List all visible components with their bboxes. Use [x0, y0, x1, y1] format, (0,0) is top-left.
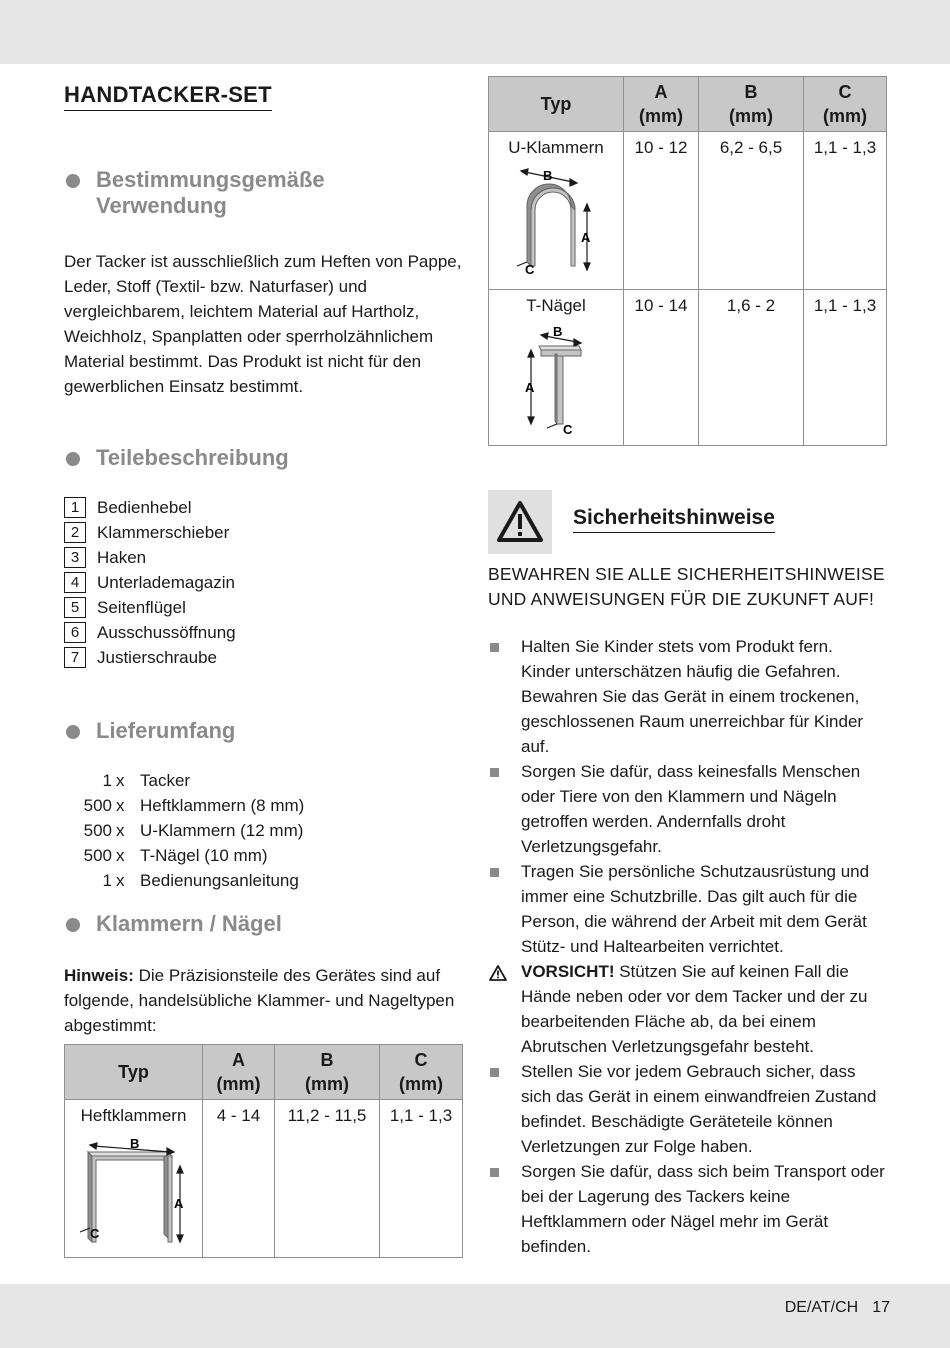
scope-list [64, 768, 462, 893]
heading-text: Lieferumfang [96, 718, 236, 743]
list-item [64, 545, 462, 570]
table-row [489, 132, 887, 290]
table-header-row [489, 77, 887, 132]
scope-item: U-Klammern (12 mm) [140, 821, 304, 840]
header-b: B (mm) [699, 77, 804, 132]
multiplier: x [116, 796, 125, 815]
safety-text: Halten Sie Kinder stets vom Produkt fern. Kinder unterschätzen häufig die Gefahren. Bewahren Sie das Gerät in einem trockenen, geschlossenen Raum unerreichbar für Kinder auf. [521, 637, 864, 756]
diagram-label-c: C [525, 262, 535, 277]
warning-triangle-icon [488, 490, 552, 554]
multiplier: x [116, 821, 125, 840]
header-a: A (mm) [203, 1045, 275, 1100]
diagram-label-c: C [89, 1226, 99, 1241]
section-heading-parts [64, 445, 462, 471]
part-number: 4 [64, 572, 86, 593]
footer [785, 1299, 890, 1317]
list-item [488, 1059, 886, 1159]
caps-line: BEWAHREN SIE ALLE SICHERHEITSHINWEISE [488, 564, 885, 584]
use-paragraph: Der Tacker ist ausschließlich zum Heften von Pappe, Leder, Stoff (Textil- bzw. Naturfaser) und vergleichbarem, leichtem Material auf Hartholz, Weichholz, Spanplatten oder sperrholzähnlichem Material bestimmt. Das Produkt ist nicht für den gewerblichen Einsatz bestimmt. [64, 252, 462, 396]
footer-region: DE/AT/CH [784, 1299, 859, 1316]
quantity: 500 [83, 846, 112, 865]
safety-caps-notice [488, 562, 886, 612]
diagram-label-b: B [543, 168, 553, 183]
part-number: 3 [64, 547, 86, 568]
header-typ: Typ [489, 77, 624, 132]
header-typ: Typ [65, 1045, 203, 1100]
table-header-row [65, 1045, 463, 1100]
cell-c: 1,1 - 1,3 [804, 290, 887, 446]
safety-list [488, 634, 886, 1259]
part-label: Haken [97, 547, 147, 567]
cell-b: 1,6 - 2 [699, 290, 804, 446]
scope-item: T-Nägel (10 mm) [140, 846, 268, 865]
part-label: Klammerschieber [97, 522, 230, 542]
cell-c: 1,1 - 1,3 [804, 132, 887, 290]
cell-b: 6,2 - 6,5 [699, 132, 804, 290]
heading-text: Klammern / Nägel [96, 911, 282, 936]
section-heading-scope [64, 718, 462, 744]
multiplier: x [116, 871, 125, 890]
part-number: 2 [64, 522, 86, 543]
list-item [64, 868, 462, 893]
bullet-dot-icon [66, 452, 80, 466]
diagram-label-a: A [525, 380, 535, 395]
safety-text: Stellen Sie vor jedem Gebrauch sicher, dass sich das Gerät in einem einwandfreien Zustand befindet. Beschädigte Geräteteile können Verletzungen zur Folge haben. [521, 1062, 877, 1156]
heading-line: Bestimmungsgemäße [96, 167, 325, 192]
type-name: T-Nägel [526, 296, 586, 315]
list-item [64, 768, 462, 793]
right-column [488, 76, 886, 1259]
cell-c: 1,1 - 1,3 [380, 1100, 463, 1258]
quantity: 1 [102, 871, 112, 890]
part-label: Seitenflügel [97, 597, 186, 617]
section-heading-use [64, 167, 462, 219]
page-number: 17 [872, 1299, 890, 1316]
safety-heading-block [488, 490, 886, 554]
part-number: 6 [64, 622, 86, 643]
heading-line: Verwendung [96, 193, 227, 218]
safety-text: Sorgen Sie dafür, dass sich beim Transport oder bei der Lagerung des Tackers keine Heftklammern oder Nägel mehr im Gerät befinden. [521, 1162, 885, 1256]
cell-a: 10 - 12 [624, 132, 699, 290]
header-b: B (mm) [275, 1045, 380, 1100]
list-item [488, 759, 886, 859]
square-bullet-icon [490, 1168, 499, 1177]
list-item [488, 859, 886, 959]
list-item [64, 495, 462, 520]
list-item [64, 843, 462, 868]
cell-a: 10 - 14 [624, 290, 699, 446]
header-a: A (mm) [624, 77, 699, 132]
list-item [64, 793, 462, 818]
part-number: 5 [64, 597, 86, 618]
type-name: U-Klammern [508, 138, 604, 157]
heading-text: Teilebeschreibung [96, 445, 289, 470]
square-bullet-icon [490, 768, 499, 777]
list-item [64, 645, 462, 670]
diagram-label-b: B [129, 1136, 139, 1151]
list-item [64, 570, 462, 595]
diagram-label-c: C [563, 422, 573, 436]
u-klammer-diagram [511, 166, 601, 278]
part-number: 7 [64, 647, 86, 668]
parts-list [64, 495, 462, 670]
diagram-label-a: A [581, 230, 591, 245]
list-item [488, 959, 886, 1059]
left-column [64, 82, 462, 1258]
bullet-dot-icon [66, 174, 80, 188]
safety-text: Tragen Sie persönliche Schutzausrüstung und immer eine Schutzbrille. Das gilt auch für die Person, die während der Arbeit mit dem Gerät Stütz- und Haltearbeiten verrichtet. [521, 862, 870, 956]
note-label: Hinweis: [64, 966, 134, 985]
scope-item: Bedienungsanleitung [140, 871, 299, 890]
cell-typ [65, 1100, 203, 1258]
cell-typ [489, 290, 624, 446]
page-title: HANDTACKER-SET [64, 82, 272, 111]
table-row [489, 290, 887, 446]
type-name: Heftklammern [80, 1106, 187, 1125]
heftklammer-diagram [74, 1134, 194, 1246]
header-c: C (mm) [804, 77, 887, 132]
list-item [64, 620, 462, 645]
staple-table-heftklammern [64, 1044, 463, 1258]
note-text: Die Präzisionsteile des Gerätes sind auf folgende, handelsübliche Klammer- und Nageltypen abgestimmt: [64, 966, 455, 1035]
staple-table-u-t [488, 76, 887, 446]
part-label: Unterlademagazin [97, 572, 235, 592]
part-label: Justierschraube [97, 647, 218, 667]
list-item [488, 1159, 886, 1259]
quantity: 1 [102, 771, 112, 790]
header-band [0, 0, 950, 64]
scope-item: Heftklammern (8 mm) [140, 796, 305, 815]
square-bullet-icon [490, 1068, 499, 1077]
safety-text: Stützen Sie auf keinen Fall die Hände neben oder vor dem Tacker und der zu bearbeitenden Fläche ab, da bei einem Abrutschen Verletzungsgefahr besteht. [521, 962, 868, 1056]
list-item [64, 520, 462, 545]
quantity: 500 [83, 821, 112, 840]
part-label: Ausschussöffnung [97, 622, 236, 642]
warning-label: VORSICHT! [521, 962, 615, 981]
header-c: C (mm) [380, 1045, 463, 1100]
bullet-dot-icon [66, 725, 80, 739]
caps-line: UND ANWEISUNGEN FÜR DIE ZUKUNFT AUF! [488, 589, 875, 609]
safety-text: Sorgen Sie dafür, dass keinesfalls Menschen oder Tiere von den Klammern und Nägeln getroffen werden. Andernfalls droht Verletzungsgefahr. [521, 762, 861, 856]
diagram-label-b: B [553, 324, 563, 339]
warning-small-icon [488, 964, 508, 982]
list-item [488, 634, 886, 759]
list-item [64, 818, 462, 843]
multiplier: x [116, 771, 125, 790]
t-nagel-diagram [511, 324, 601, 436]
staples-note [64, 963, 462, 1038]
square-bullet-icon [490, 868, 499, 877]
safety-title: Sicherheitshinweise [573, 506, 775, 533]
section-heading-staples [64, 911, 462, 937]
multiplier: x [116, 846, 125, 865]
list-item [64, 595, 462, 620]
table-row [65, 1100, 463, 1258]
square-bullet-icon [490, 643, 499, 652]
diagram-label-a: A [173, 1196, 183, 1211]
scope-item: Tacker [140, 771, 191, 790]
part-number: 1 [64, 497, 86, 518]
cell-b: 11,2 - 11,5 [275, 1100, 380, 1258]
cell-typ [489, 132, 624, 290]
quantity: 500 [83, 796, 112, 815]
part-label: Bedienhebel [97, 497, 192, 517]
cell-a: 4 - 14 [203, 1100, 275, 1258]
bullet-dot-icon [66, 918, 80, 932]
